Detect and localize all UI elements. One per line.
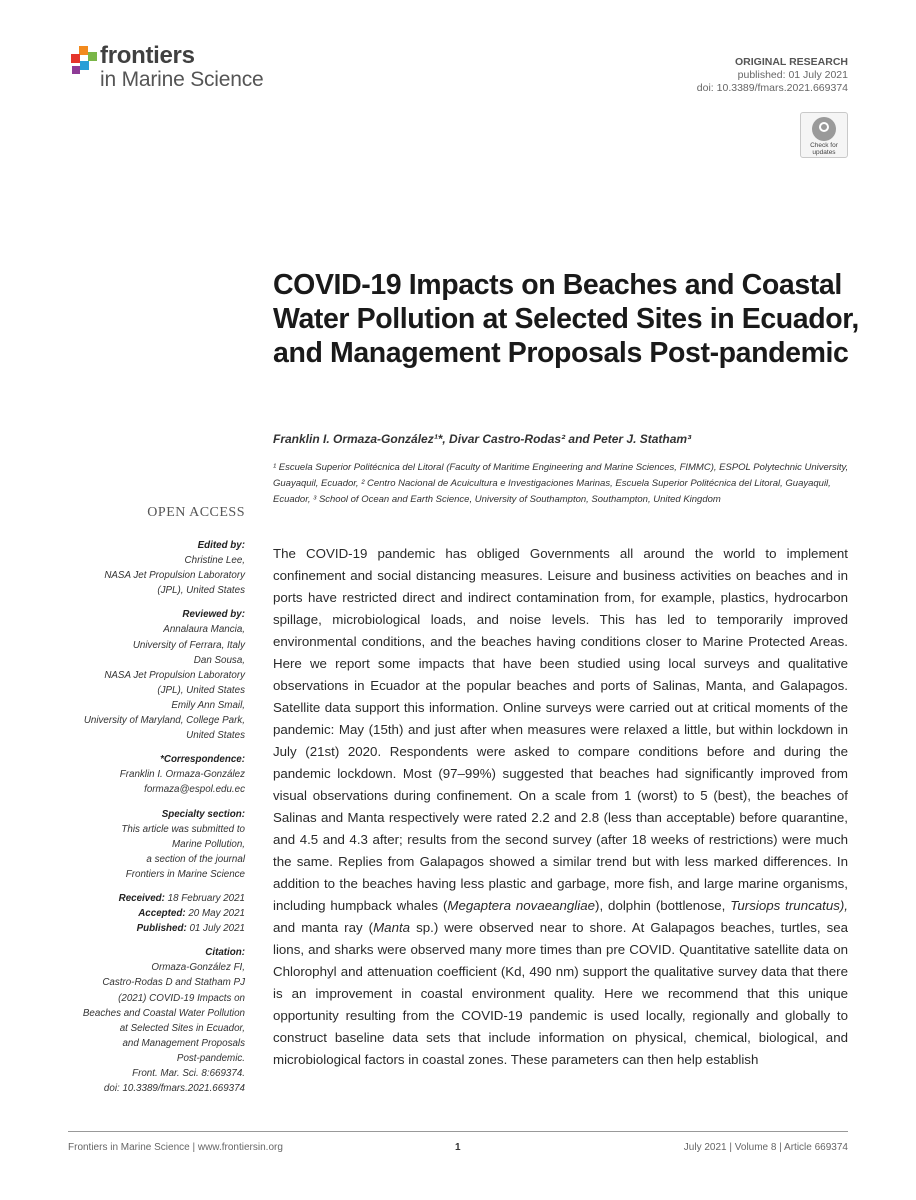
check-for-updates-badge[interactable] [800,112,848,158]
frontiers-logo-icon [68,44,102,78]
species-name: Tursiops truncatus), [730,898,848,913]
check-updates-label: Check for updates [810,142,838,156]
specialty-line: a section of the journal [146,853,245,865]
editor-line: Christine Lee, [184,555,245,567]
footer-journal[interactable]: Frontiers in Marine Science | www.frontiersin.org [68,1142,283,1153]
article-meta [697,56,848,95]
reviewed-by-heading: Reviewed by: [182,609,245,621]
received-date [40,891,245,906]
accepted-date [40,906,245,921]
reviewer-line: University of Maryland, College Park, [83,715,245,727]
specialty-heading: Specialty section: [161,808,245,820]
citation-line: (2021) COVID-19 Impacts on [118,992,245,1004]
citation-heading: Citation: [205,947,245,959]
editor-line: (JPL), United States [157,585,245,597]
open-access-label: OPEN ACCESS [147,505,245,520]
reviewer-line: United States [186,730,245,742]
logo-journal-text: in Marine Science [100,68,264,91]
species-name: Manta [373,920,411,935]
citation-line: Ormaza-González FI, [151,962,245,974]
specialty-line: Marine Pollution, [172,838,245,850]
author-list: Franklin I. Ormaza-González¹*, Divar Castro-Rodas² and Peter J. Statham³ [273,432,692,446]
journal-logo[interactable] [68,40,298,96]
correspondence-name: Franklin I. Ormaza-González [119,769,245,781]
reviewer-line: Emily Ann Smail, [171,699,245,711]
reviewer-line: University of Ferrara, Italy [132,639,245,651]
species-name: Megaptera novaeangliae [447,898,596,913]
abstract-text: The COVID-19 pandemic has obliged Governments all around the world to implement confinement and social distancing measures. Leisure and business activities on beaches and in ports have restricted direct and indirect contamination from, for example, plastics, hydrocarbon spillage, microbiological loads, and noise levels. This has led to temporarily improved environmental conditions, and the beaches having conditions closer to Marine Protected Areas. Here we report some impacts that have been studied using local surveys and qualitative observations in Ecuador at the popular beaches and ports of Salinas, Manta, and Galapagos. Satellite data support this information. Online surveys were carried out at critical moments of the pandemic: May (15th) and just after when measures were relaxed a little, but within lockdown in July (21st) 2020. Respondents were asked to compare conditions before and during the pandemic lockdown. Most (97–99%) suggested that beaches had significantly improved from visual observations during confinement. On a scale from 1 (worst) to 5 (best), the beaches of Salinas and Manta respectively were rated 2.2 and 2.8 (less than acceptable) before quarantine, and 4.5 and 4.3 after; results from the second survey (after 18 weeks of restrictions) were much the same. Replies from Galapagos showed a similar trend but with less marked differences. In addition to the beaches having less plastic and garbage, more fish, and large marine organisms, including humpback whales (Megaptera novaeangliae), dolphin (bottlenose, Tursiops truncatus), and manta ray (Manta sp.) were observed near to shore. At Galapagos beaches, turtles, sea lions, and sharks were observed many more times than pre COVID. Quantitative satellite data on Chlorophyl and attenuation coefficient (Kd, 490 nm) support the qualitative survey data that there is an improvement in coastal environment quality. Here we recommend that this unique opportunity resulting from the COVID-19 pandemic is used locally, regionally and globally to construct baseline data sets that include information on physical, chemical, biological, and microbiological factors in coastal zones. These parameters can then help establish [273,546,849,1067]
published-date: published: 01 July 2021 [737,69,848,81]
citation-line: Front. Mar. Sci. 8:669374. [132,1068,245,1079]
logo-frontiers-text: frontiers [100,42,195,69]
citation-doi[interactable]: doi: 10.3389/fmars.2021.669374 [103,1083,245,1095]
article-doi[interactable]: doi: 10.3389/fmars.2021.669374 [696,82,848,94]
article-type: ORIGINAL RESEARCH [735,56,848,68]
published-label: Published: [136,923,187,935]
received-value: 18 February 2021 [167,892,245,904]
footer-issue: July 2021 | Volume 8 | Article 669374 [683,1142,848,1153]
citation-line: and Management Proposals [122,1037,245,1049]
reviewer-line: (JPL), United States [157,684,245,696]
published-value: 01 July 2021 [189,923,245,935]
reviewer-line: Annalaura Mancia, [163,624,245,636]
accepted-label: Accepted: [138,908,186,920]
correspondence-email[interactable]: formaza@espol.edu.ec [144,784,245,796]
reviewer-line: NASA Jet Propulsion Laboratory [104,669,245,681]
received-label: Received: [118,892,165,904]
published-date-side [40,921,245,936]
correspondence-heading: *Correspondence: [160,754,245,766]
check-updates-icon [812,117,836,141]
citation-line: Castro-Rodas D and Statham PJ [102,977,245,989]
page-number: 1 [455,1142,461,1153]
citation-line: Post-pandemic. [176,1052,245,1064]
article-sidebar [40,538,245,1096]
editor-line: NASA Jet Propulsion Laboratory [104,570,245,582]
accepted-value: 20 May 2021 [188,908,245,920]
citation-line: at Selected Sites in Ecuador, [119,1022,245,1034]
reviewer-line: Dan Sousa, [193,654,245,666]
affiliations: ¹ Escuela Superior Politécnica del Litoral (Faculty of Maritime Engineering and Marine Sciences, FIMMC), ESPOL Polytechnic University, Guayaquil, Ecuador, ² Centro Nacional de Acuicultura e Investigaciones Marinas, Escuela Superior Politécnica del Litoral, Guayaquil, Ecuador, ³ School of Ocean and Earth Science, University of Southampton, Southampton, United Kingdom [273,462,849,505]
specialty-line: This article was submitted to [121,823,245,835]
article-title: COVID-19 Impacts on Beaches and Coastal Water Pollution at Selected Sites in Ecuador, and Management Proposals Post-pandemic [273,269,859,369]
specialty-line: Frontiers in Marine Science [125,868,245,880]
footer-divider [68,1131,848,1132]
edited-by-heading: Edited by: [197,540,245,551]
citation-line: Beaches and Coastal Water Pollution [82,1007,245,1019]
